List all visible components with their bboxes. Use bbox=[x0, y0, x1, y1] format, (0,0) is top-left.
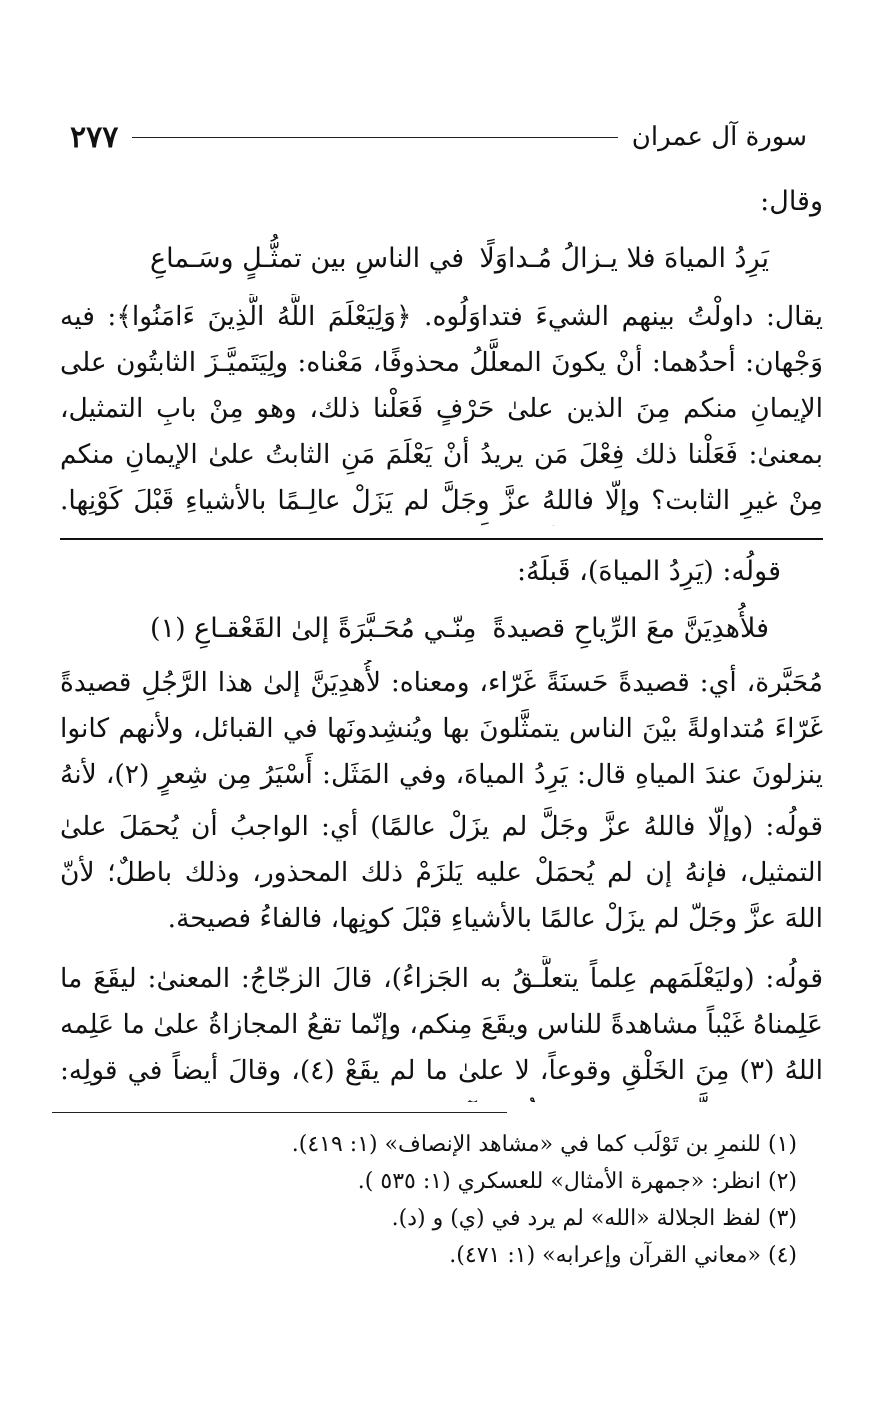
footnote-1: (١) للنمرِ بن تَوْلَب كما في «مشاهد الإنصاف» (١: ٤١٩). bbox=[291, 1132, 797, 1157]
intro-text: وقال: bbox=[760, 186, 823, 217]
footnotes bbox=[60, 1126, 797, 1274]
footnote-3: (٣) لفظ الجلالة «الله» لم يرد في (ي) و (د). bbox=[391, 1206, 797, 1231]
page-header bbox=[70, 112, 807, 162]
verse1-second-hemistich: في الناسِ بين تمثُّـلٍ وسَـماعِ bbox=[150, 242, 465, 274]
commentary-paragraph-1: مُحَبَّرة، أي: قصيدةً حَسنَةً غَرّاء، ومعناه: لأُهدِيَنَّ إلىٰ هذا الرَّجُلِ قصيدةً غَرّاءَ مُتداولةً بيْنَ الناس يتمثَّلونَ بها ويُنشِدونَها في القبائل، ولأنهم كانوا ينزلونَ عندَ المياهِ قال: يَرِدُ المياهَ، وفي المَثَل: أَسْيَرُ مِن شِعرٍ (٢)، لأنهُ bbox=[60, 667, 823, 790]
footnote-4: (٤) «معاني القرآن وإعرابه» (١: ٤٧١). bbox=[449, 1243, 797, 1268]
footnote-rule bbox=[52, 1112, 507, 1113]
commentary-heading: قولُه: (يَرِدُ المياهَ)، قَبلَهُ: bbox=[516, 556, 781, 587]
commentary-divider bbox=[60, 538, 823, 540]
commentary-paragraph-2: قولُه: (وإلّا فاللهُ عزَّ وجَلَّ لم يزَلْ عالمًا) أي: الواجبُ أن يُحمَلَ علىٰ التمثيل، فإنهُ إن لم يُحمَلْ عليه يَلزَمْ ذلك المحذور، وذلك باطلٌ؛ لأنّ اللهَ عزَّ وجَلّ لم يزَلْ عالمًا بالأشياءِ قبْلَ كونِها، فالفاءُ فصيحة. bbox=[60, 811, 823, 934]
commentary-paragraph-3: قولُه: (وليَعْلَمَهم عِلماً يتعلَّـقُ به الجَزاءُ)، قالَ الزجّاجُ: المعنىٰ: ليقَعَ ما عَلِمناهُ غَيْباً مشاهدةً للناس ويقَعَ مِنكم، وإنّما تقعُ المجازاةُ علىٰ ما عَلِمه اللهُ (٣) مِنَ الخَلْقِ وقوعاً، لا علىٰ ما لم يقَعْ (٤)، وقالَ أيضاً في قولِه: bbox=[60, 963, 823, 1086]
main-paragraph: يقال: داولْتُ بينهم الشيءَ فتداوَلُوه. ﴿وَلِيَعْلَمَ اللَّهُ الَّذِينَ ءَامَنُوا﴾: فيه وَجْهان: أحدُهما: أنْ يكونَ المعلَّلُ محذوفًا، مَعْناه: ولِيَتَميَّـزَ الثابتُون على الإيمانِ منكم مِنَ الذين علىٰ حَرْفٍ فَعَلْنا ذلك، وهو مِنْ بابِ التمثيل، بمعنىٰ: فَعَلْنا ذلك فِعْلَ مَن يريدُ أنْ يَعْلَمَ مَنِ الثابتُ علىٰ الإيمانِ منكم مِنْ غيرِ الثابت؟ وإلّا فاللهُ عزَّ وجَلَّ لم يَزَلْ عالِـمًا بالأشياءِ قَبْلَ كَوْنِها. bbox=[60, 301, 823, 516]
poetry-verse-2 bbox=[150, 608, 769, 648]
poetry-verse-1 bbox=[150, 238, 769, 278]
verse2-second-hemistich: مِنّـي مُحَـبَّرَةً إلىٰ القَعْقـاعِ (١) bbox=[150, 612, 477, 644]
page-number: ٢٧٧ bbox=[70, 119, 119, 155]
footnote-2: (٢) انظر: «جمهرة الأمثال» للعسكري (١: ٥٣٥ ). bbox=[357, 1169, 797, 1194]
surah-title: سورة آل عمران bbox=[631, 122, 807, 152]
verse1-first-hemistich: يَرِدُ المياهَ فلا يـزالُ مُـداوَلًا bbox=[479, 242, 769, 274]
header-rule bbox=[132, 137, 617, 138]
verse2-first-hemistich: فلأُهدِيَنَّ معَ الرِّياحِ قصيدةً bbox=[492, 612, 769, 644]
